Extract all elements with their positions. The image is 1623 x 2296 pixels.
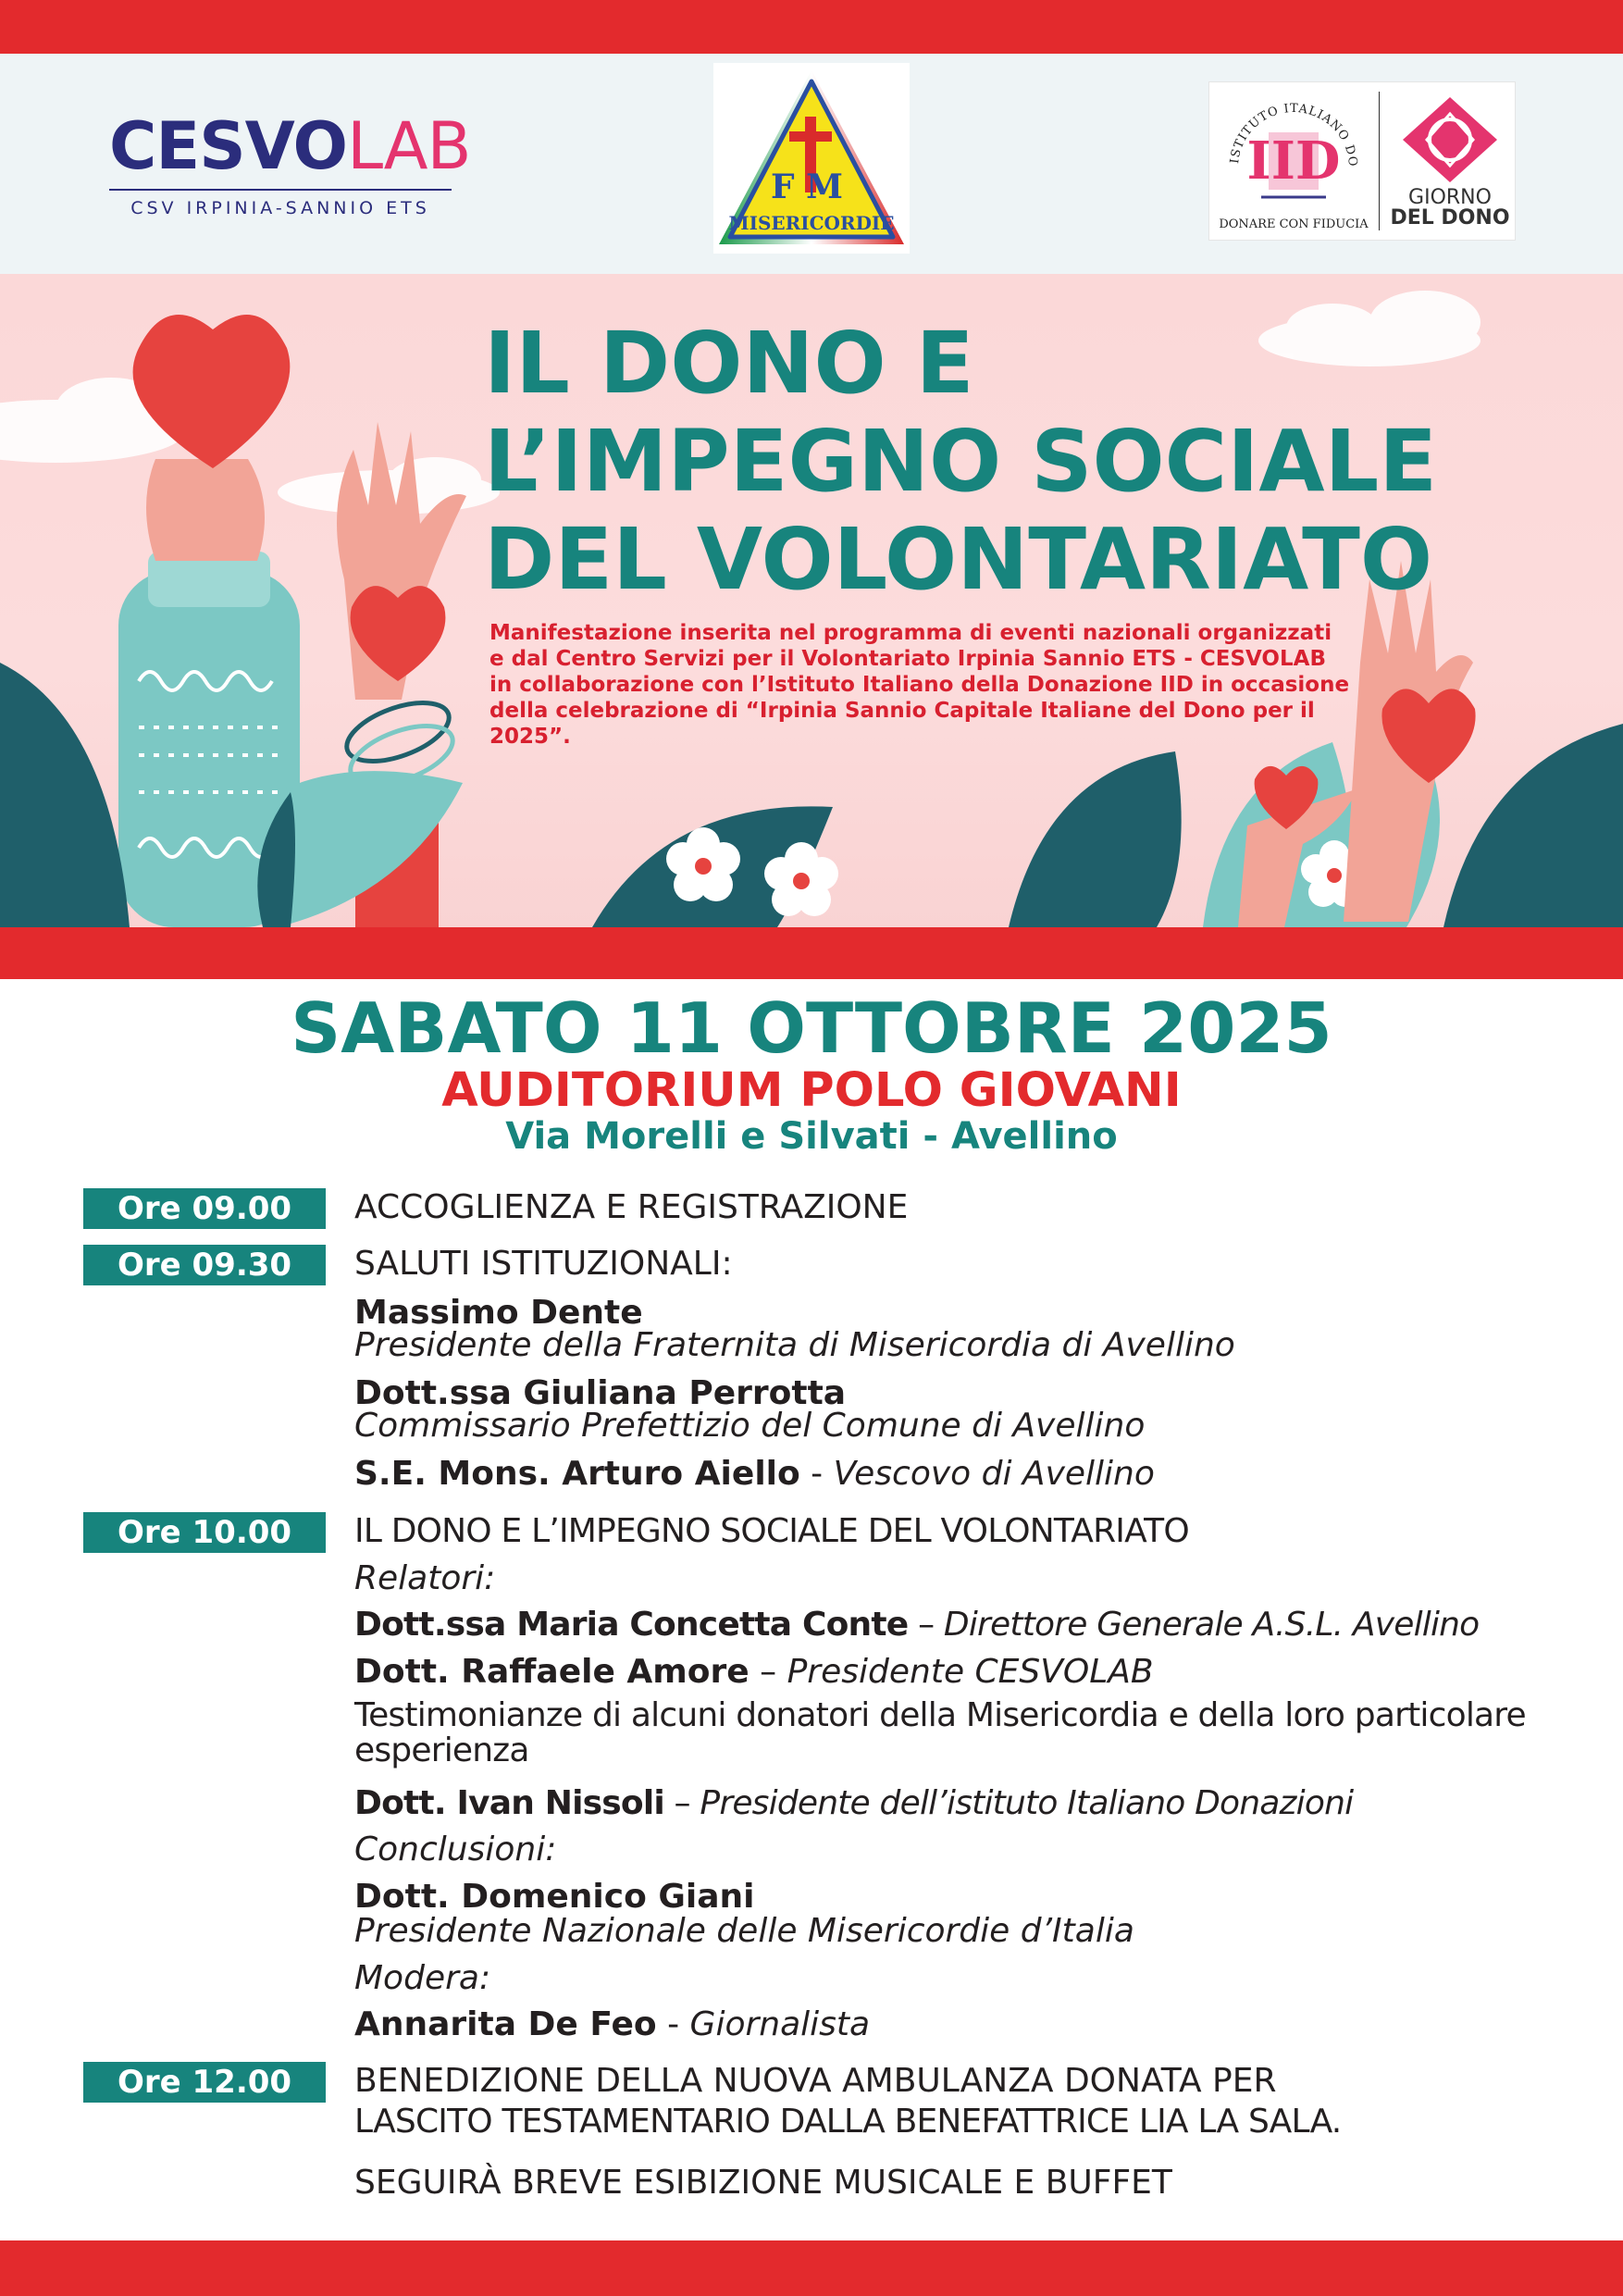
program-item-line: LASCITO TESTAMENTARIO DALLA BENEFATTRICE LIA LA SALA. bbox=[354, 2103, 1342, 2141]
speaker-role: Presidente Nazionale delle Misericordie d’Italia bbox=[354, 1912, 1134, 1950]
iid-ring-text: ISTITUTO ITALIANO DO bbox=[1228, 101, 1360, 168]
program-item-title: ACCOGLIENZA E REGISTRAZIONE bbox=[354, 1188, 909, 1226]
time-badge-0930: Ore 09.30 bbox=[83, 1245, 326, 1285]
modera-label: Modera: bbox=[354, 1959, 491, 1997]
bottom-red-bar bbox=[0, 2240, 1623, 2296]
giorno-dono-diamond-icon bbox=[1401, 95, 1499, 184]
speaker-line: Dott. Raffaele Amore – Presidente CESVOLAB bbox=[354, 1653, 1154, 1691]
giorno-dono-line2: DEL DONO bbox=[1390, 206, 1510, 230]
speaker-line: Annarita De Feo - Giornalista bbox=[354, 2005, 871, 2043]
cesvolab-brand-b: LAB bbox=[347, 108, 471, 184]
testimony-text: Testimonianze di alcuni donatori della Misericordia e della loro particolare esperienza bbox=[354, 1696, 1526, 1769]
iid-giorno-dono-logo bbox=[1208, 81, 1516, 241]
cesvolab-divider bbox=[109, 189, 452, 191]
speaker-role: Commissario Prefettizio del Comune di Avellino bbox=[354, 1407, 1146, 1445]
misericordie-name: MISERICORDIE bbox=[728, 212, 895, 234]
speaker-line: S.E. Mons. Arturo Aiello - Vescovo di Avellino bbox=[354, 1455, 1155, 1493]
program-item-line: SEGUIRÀ BREVE ESIBIZIONE MUSICALE E BUFFET bbox=[354, 2164, 1172, 2202]
speaker-line: Dott. Ivan Nissoli – Presidente dell’istituto Italiano Donazioni bbox=[354, 1784, 1354, 1822]
hero-title bbox=[484, 315, 1594, 609]
program-item-line: BENEDIZIONE DELLA NUOVA AMBULANZA DONATA PER bbox=[354, 2062, 1277, 2100]
event-venue: AUDITORIUM POLO GIOVANI bbox=[441, 1063, 1182, 1118]
time-badge-1200: Ore 12.00 bbox=[83, 2062, 326, 2103]
misericordie-letters: F M bbox=[771, 168, 843, 206]
hero-description: Manifestazione inserita nel programma di eventi nazionali organizzati e dal Centro Servizi per il Volontariato Irpinia Sannio ETS - CESVOLAB in collaborazione con l’Istituto Italiano della Donazione IID in occasione della celebrazione di “Irpinia Sannio Capitale Italiane del Dono per il 2025”. bbox=[489, 621, 1350, 749]
giorno-dono-text bbox=[1385, 188, 1515, 229]
misericordie-emblem-icon bbox=[713, 63, 910, 254]
program-item-title: IL DONO E L’IMPEGNO SOCIALE DEL VOLONTARIATO bbox=[354, 1512, 1189, 1550]
speaker-name: Massimo Dente bbox=[354, 1294, 643, 1332]
time-badge-1000: Ore 10.00 bbox=[83, 1512, 326, 1553]
iid-caption: DONARE CON FIDUCIA bbox=[1219, 217, 1369, 231]
time-badge-0900: Ore 09.00 bbox=[83, 1188, 326, 1229]
speaker-name: Dott.ssa Giuliana Perrotta bbox=[354, 1374, 847, 1412]
hero-title-line-2: L’IMPEGNO SOCIALE bbox=[484, 412, 1438, 511]
cesvolab-logo bbox=[109, 108, 471, 218]
leaves-middle-icon bbox=[592, 724, 1623, 927]
top-red-bar bbox=[0, 0, 1623, 54]
program-item-title: SALUTI ISTITUZIONALI: bbox=[354, 1245, 733, 1283]
cesvolab-subtitle: CSV IRPINIA-SANNIO ETS bbox=[130, 198, 430, 218]
logo-separator bbox=[1379, 92, 1380, 230]
event-date: SABATO 11 OTTOBRE 2025 bbox=[291, 987, 1332, 1069]
speaker-line: Dott.ssa Maria Concetta Conte – Direttore Generale A.S.L. Avellino bbox=[354, 1606, 1480, 1644]
hero-title-line-3: DEL VOLONTARIATO bbox=[484, 510, 1433, 609]
speaker-role: Presidente della Fraternita di Misericordia di Avellino bbox=[354, 1326, 1235, 1364]
speaker-name: Dott. Domenico Giani bbox=[354, 1878, 755, 1916]
misericordie-logo bbox=[713, 63, 910, 254]
conclusioni-label: Conclusioni: bbox=[354, 1831, 557, 1868]
cesvolab-brand-a: CESVO bbox=[109, 108, 348, 184]
iid-seal-icon bbox=[1209, 82, 1378, 221]
middle-red-bar bbox=[0, 927, 1623, 979]
hero-title-line-1: IL DONO E bbox=[484, 314, 974, 413]
iid-logo bbox=[1209, 82, 1378, 240]
iid-initials: IID bbox=[1246, 130, 1341, 192]
relatori-label: Relatori: bbox=[354, 1559, 496, 1597]
event-address: Via Morelli e Silvati - Avellino bbox=[505, 1115, 1118, 1158]
giorno-dono-line1: GIORNO bbox=[1408, 186, 1492, 209]
